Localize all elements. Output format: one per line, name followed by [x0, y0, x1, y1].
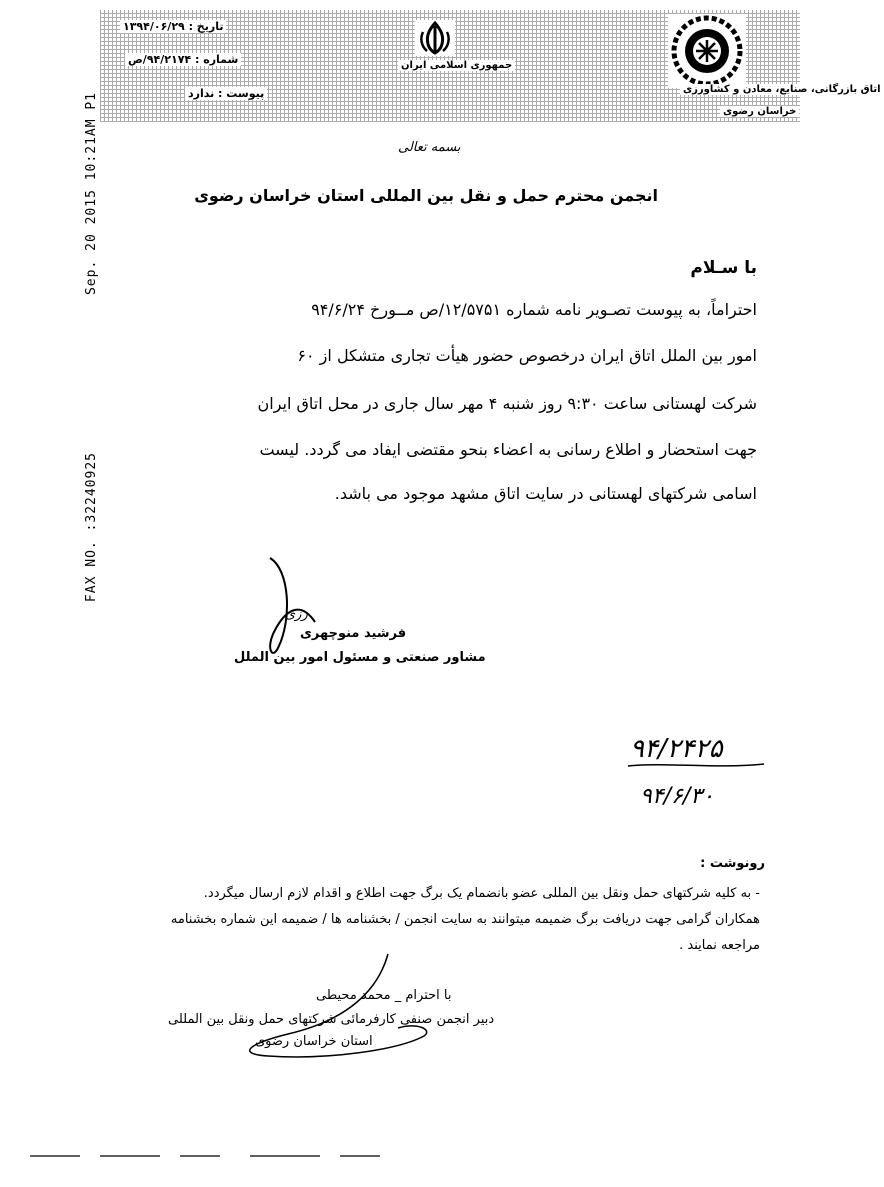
body-line-5: اسامی شرکتهای لهستانی در سایت اتاق مشهد موجود می باشد. — [334, 484, 757, 503]
fax-edge-marks — [20, 1150, 830, 1162]
letter-number: شماره : ۹۴/۲۱۷۴/ص — [125, 53, 241, 66]
body-line-3: شرکت لهستانی ساعت ۹:۳۰ روز شنبه ۴ مهر سال جاری در محل اتاق ایران — [257, 394, 757, 413]
body-line-2: امور بین الملل اتاق ایران درخصوص حضور هیأت تجاری متشکل از ۶۰ — [297, 346, 757, 365]
republic-caption: جمهوری اسلامی ایران — [398, 60, 515, 71]
body-line-1: احتراماً، به پیوست تصـویر نامه شماره ۱۲/۵۷۵۱/ص مــورخ ۹۴/۶/۲۴ — [311, 300, 757, 319]
chamber-logo-icon — [668, 14, 746, 88]
closing-title: دبیر انجمن صنفی کارفرمائی شرکتهای حمل ونقل بین المللی — [168, 1012, 495, 1027]
letter-attachment: پیوست : ندارد — [185, 87, 267, 100]
bismillah: بسمه تعالی — [398, 140, 461, 155]
chamber-province: خراسان رضوی — [720, 106, 799, 117]
chamber-name: اتاق بازرگانی، صنایع، معادن و کشاورزی — [680, 84, 884, 95]
fax-timestamp: Sep. 20 2015 10:21AM P1 — [84, 92, 99, 296]
emblem-icon — [415, 20, 455, 56]
closing-province: استان خراسان رضوی — [255, 1034, 373, 1049]
greeting: با سـلام — [690, 258, 757, 278]
body-line-4: جهت استحضار و اطلاع رسانی به اعضاء بنحو مقتضی ایفاد می گردد. لیست — [259, 440, 757, 459]
handwritten-ref-number: ۹۴/۲۴۲۵ — [630, 734, 723, 764]
signature-mark: رزی — [285, 607, 308, 622]
cc-label: رونوشت : — [700, 856, 765, 871]
recipient-line: انجمن محترم حمل و نقل بین المللی استان خراسان رضوی — [194, 186, 658, 205]
closing-signature-scribble — [228, 950, 438, 1070]
cc-line-1: - به کلیه شرکتهای حمل ونقل بین المللی عضو بانضمام یک برگ جهت اطلاع و اقدام لازم ارسال میگردد. — [203, 886, 760, 901]
handwritten-ref-date: ۹۴/۶/۳۰ — [640, 784, 714, 809]
letter-date: تاریخ : ۱۳۹۴/۰۶/۲۹ — [120, 20, 226, 33]
ref-underline — [626, 760, 766, 770]
signer-name: فرشید منوچهری — [300, 626, 407, 641]
cc-line-3: مراجعه نمایند . — [679, 938, 760, 953]
cc-line-2: همکاران گرامی جهت دریافت برگ ضمیمه میتوانند به سایت انجمن / بخشنامه ها / ضمیمه این شماره بخشنامه — [170, 912, 760, 927]
fax-number: FAX NO. :32240925 — [84, 452, 99, 603]
signer-title: مشاور صنعتی و مسئول امور بین الملل — [234, 650, 486, 665]
closing-regards: با احترام _ محمد محیطی — [316, 988, 452, 1003]
